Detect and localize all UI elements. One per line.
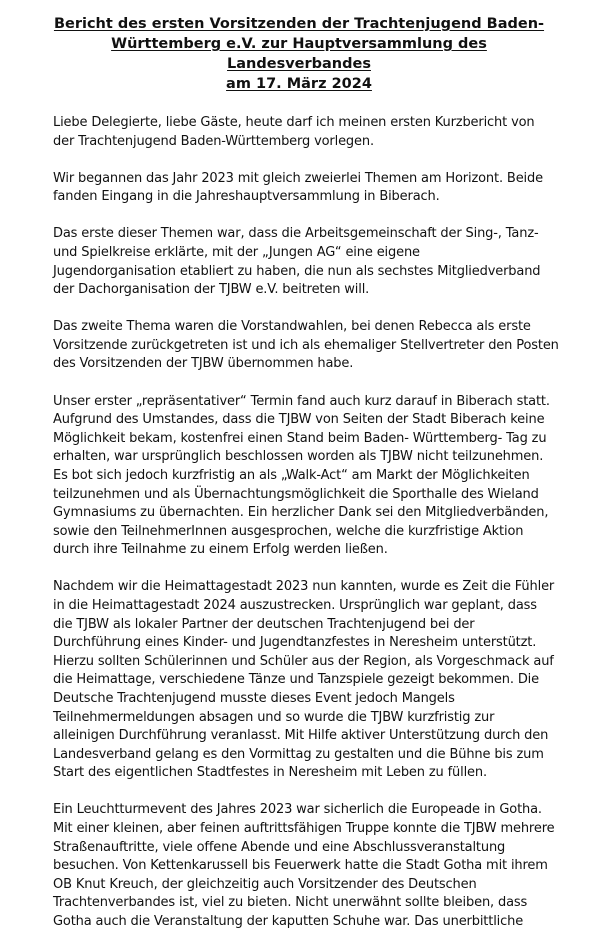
text-line: Gymnasiums zu übernachten. Ein herzlicher Dank sei den Mitgliedverbänden,	[53, 505, 549, 521]
title-line-1: Bericht des ersten Vorsitzenden der Trachtenjugend Baden-	[53, 16, 545, 32]
text-line: Das zweite Thema waren die Vorstandwahlen, bei denen Rebecca als erste	[53, 319, 531, 335]
text-line: teilzunehmen und als Übernachtungsmöglichkeit die Sporthalle des Wieland	[53, 486, 539, 502]
text-line: Start des eigentlichen Stadtfestes in Neresheim mit Leben zu füllen.	[53, 765, 487, 781]
paragraph-junge-ag	[53, 225, 545, 299]
text-line: Möglichkeit bekam, kostenfrei einen Stand beim Baden- Württemberg- Tag zu	[53, 430, 547, 446]
title-line-2: Württemberg e.V. zur Hauptversammlung des Landesverbandes	[111, 36, 487, 72]
text-line: fanden Eingang in die Jahreshauptversammlung in Biberach.	[53, 189, 440, 205]
text-line: Nachdem wir die Heimattagestadt 2023 nun kannten, wurde es Zeit die Fühler	[53, 579, 555, 595]
paragraph-europeade	[53, 801, 555, 931]
text-line: die Heimattage, verschiedene Tänze und Tanzspiele gezeigt bekommen. Die	[53, 672, 539, 688]
text-line: OB Knut Kreuch, der gleichzeitig auch Vorsitzender des Deutschen	[53, 876, 477, 892]
text-line: der Dachorganisation der TJBW e.V. beitreten will.	[53, 282, 370, 298]
text-line: Straßenauftritte, viele offene Abende und eine Abschlussveranstaltung	[53, 839, 506, 855]
text-line: Gotha auch die Veranstaltung der kaputten Schuhe war. Das unerbittliche	[53, 913, 524, 929]
text-line: Ein Leuchtturmevent des Jahres 2023 war sicherlich die Europeade in Gotha.	[53, 802, 542, 818]
text-line: des Vorsitzenden der TJBW übernommen habe.	[53, 356, 354, 372]
text-line: Deutsche Trachtenjugend musste dieses Event jedoch Mangels	[53, 690, 455, 706]
text-line: Liebe Delegierte, liebe Gäste, heute darf ich meinen ersten Kurzbericht von	[53, 115, 535, 130]
title-line-3: am 17. März 2024	[226, 76, 372, 92]
paragraph-neresheim	[53, 578, 555, 783]
text-line: Wir begannen das Jahr 2023 mit gleich zweierlei Themen am Horizont. Beide	[53, 170, 543, 186]
text-line: Landesverband gelang es den Vormittag zu gestalten und die Bühne bis zum	[53, 746, 544, 762]
text-line: Unser erster „repräsentativer“ Termin fand auch kurz darauf in Biberach statt.	[53, 393, 550, 409]
text-line: Mit einer kleinen, aber feinen auftrittsfähigen Truppe konnte die TJBW mehrere	[53, 821, 555, 836]
paragraph-biberach	[53, 393, 550, 560]
text-line: in die Heimattagestadt 2024 auszustrecken. Ursprünglich war geplant, dass	[53, 597, 537, 613]
text-line: alleinigen Durchführung veranlasst. Mit Hilfe aktiver Unterstützung durch den	[53, 728, 549, 744]
text-line: durch ihre Teilnahme zu einem Erfolg werden ließen.	[53, 542, 388, 558]
paragraph-greeting	[53, 114, 545, 151]
text-line: Trachtenverbandes ist, viel zu bieten. Nicht unerwähnt sollte bleiben, dass	[53, 895, 528, 911]
text-line: der Trachtenjugend Baden-Württemberg vorlegen.	[53, 133, 374, 149]
text-line: Durchführung eines Kinder- und Jugendtanzfestes in Neresheim unterstützt.	[53, 635, 537, 651]
text-line: Jugendorganisation etabliert zu haben, die nun als sechstes Mitgliedverband	[53, 263, 541, 279]
text-line: und Spielkreise erklärte, mit der „Jungen AG“ eine eigene	[53, 244, 420, 260]
text-line: Das erste dieser Themen war, dass die Arbeitsgemeinschaft der Sing-, Tanz-	[53, 226, 539, 242]
text-line: Aufgrund des Umstandes, dass die TJBW von Seiten der Stadt Biberach keine	[53, 412, 545, 428]
text-line: Es bot sich jedoch kurzfristig an als „Walk-Act“ am Markt der Möglichkeiten	[53, 467, 530, 483]
paragraph-vorstandwahlen	[53, 318, 559, 374]
text-line: Hierzu sollten Schülerinnen und Schüler aus der Region, als Vorgeschmack auf	[53, 653, 554, 669]
text-line: erhalten, war ursprünglich beschlossen worden als TJBW nicht teilzunehmen.	[53, 449, 544, 465]
text-line: sowie den TeilnehmerInnen ausgesprochen, welche die kurzfristige Aktion	[53, 523, 524, 539]
text-line: die TJBW als lokaler Partner der deutschen Trachtenjugend bei der	[53, 616, 475, 632]
text-line: besuchen. Von Kettenkarussell bis Feuerwerk hatte die Stadt Gotha mit ihrem	[53, 858, 548, 874]
document-title	[53, 14, 545, 94]
paragraph-themes	[53, 170, 545, 207]
text-line: Vorsitzende zurückgetreten ist und ich als ehemaliger Stellvertreter den Posten	[53, 337, 559, 353]
text-line: Teilnehmermeldungen absagen und so wurde die TJBW kurzfristig zur	[53, 709, 495, 725]
